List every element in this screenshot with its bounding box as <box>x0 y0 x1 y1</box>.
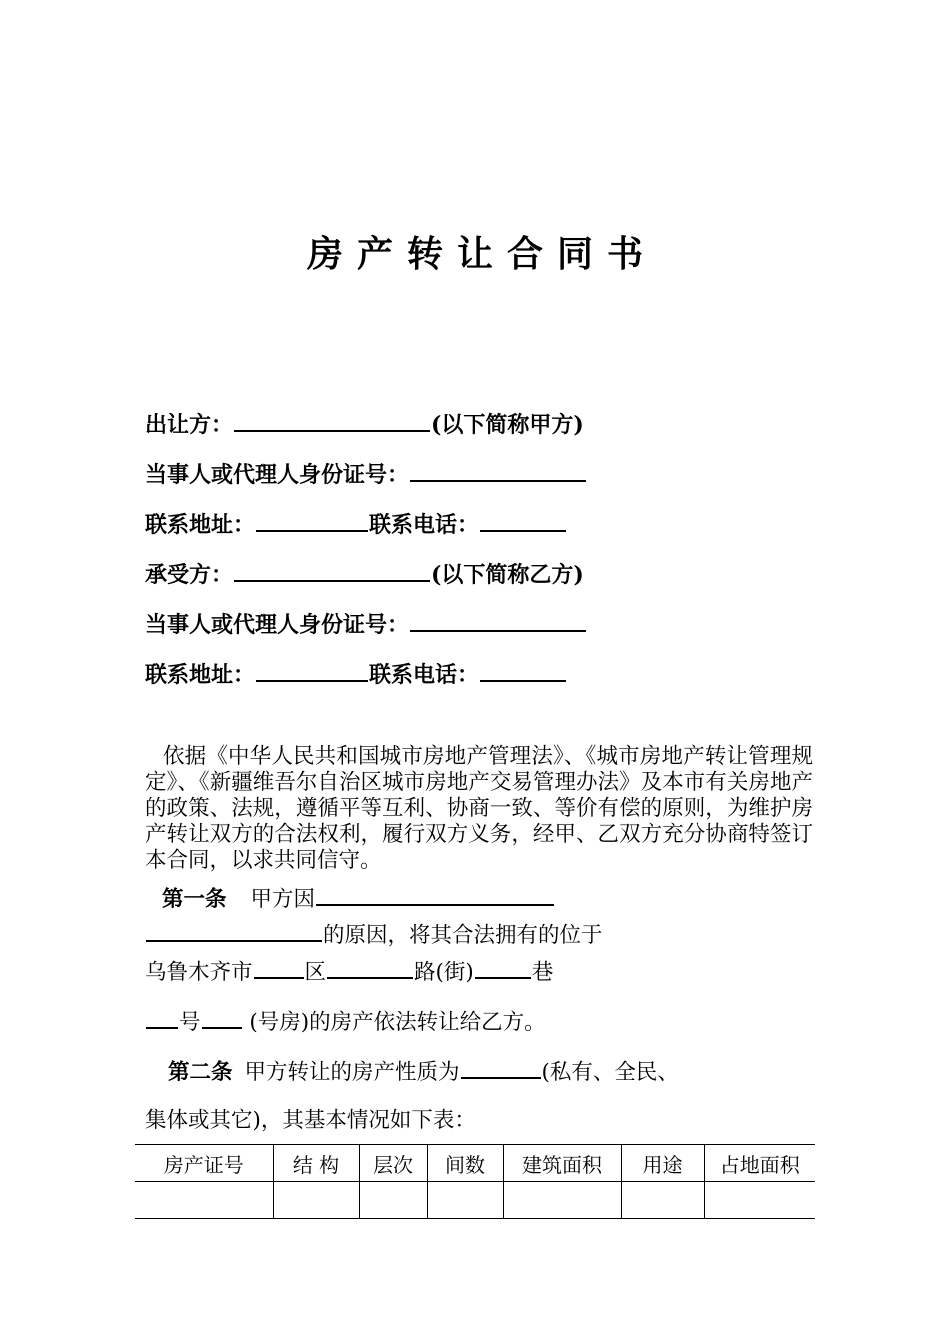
seller-phone-label: 联系电话： <box>369 512 480 538</box>
table-header: 结 构 <box>273 1145 359 1182</box>
buyer-id-line <box>145 608 587 640</box>
article2-text1: 甲方转让的房产性质为 <box>244 1060 460 1085</box>
article1-line4 <box>145 1005 546 1038</box>
article1-room: (号房)的房产依法转让给乙方。 <box>249 1010 546 1035</box>
table-header-row <box>135 1145 815 1182</box>
table-row <box>135 1182 815 1219</box>
article1-reason-blank-2[interactable] <box>146 918 322 942</box>
buyer-name-blank[interactable] <box>234 558 430 582</box>
seller-phone-blank[interactable] <box>480 508 566 532</box>
buyer-suffix: (以下简称乙方) <box>431 562 584 588</box>
buyer-contact-line <box>145 658 567 690</box>
article1-line2 <box>145 918 603 951</box>
table-header: 层次 <box>359 1145 427 1182</box>
table-cell[interactable] <box>503 1182 621 1219</box>
article1-line1 <box>162 882 555 915</box>
seller-contact-line <box>145 508 567 540</box>
buyer-label: 承受方： <box>145 562 234 588</box>
table-cell[interactable] <box>359 1182 427 1219</box>
document-title: 房产转让合同书 <box>306 233 657 275</box>
article1-city: 乌鲁木齐市 <box>145 960 253 985</box>
number-blank[interactable] <box>146 1005 178 1029</box>
seller-id-label: 当事人或代理人身份证号： <box>145 462 410 488</box>
room-blank[interactable] <box>202 1005 242 1029</box>
seller-id-line <box>145 458 587 490</box>
table-cell[interactable] <box>621 1182 704 1219</box>
seller-label: 出让方： <box>145 412 234 438</box>
property-info-table <box>135 1144 815 1219</box>
article1-reason-blank[interactable] <box>316 882 554 906</box>
seller-suffix: (以下简称甲方) <box>431 412 584 438</box>
buyer-addr-blank[interactable] <box>256 658 368 682</box>
buyer-phone-blank[interactable] <box>480 658 566 682</box>
buyer-addr-label: 联系地址： <box>145 662 256 688</box>
article1-heading: 第一条 <box>162 887 227 912</box>
table-cell[interactable] <box>273 1182 359 1219</box>
table-header: 房产证号 <box>135 1145 273 1182</box>
article1-district: 区 <box>304 960 327 985</box>
seller-addr-blank[interactable] <box>256 508 368 532</box>
table-cell[interactable] <box>704 1182 815 1219</box>
seller-name-blank[interactable] <box>234 408 430 432</box>
table-header: 建筑面积 <box>503 1145 621 1182</box>
article2-line1 <box>168 1055 679 1088</box>
table-header: 间数 <box>427 1145 503 1182</box>
buyer-phone-label: 联系电话： <box>369 662 480 688</box>
seller-line <box>145 408 584 440</box>
table-cell[interactable] <box>427 1182 503 1219</box>
article1-road: 路(街) <box>414 960 474 985</box>
intro-paragraph: 依据《中华人民共和国城市房地产管理法》、《城市房地产转让管理规定》、《新疆维吾尔自治区城市房地产交易管理办法》及本市有关房地产的政策、法规，遵循平等互利、协商一致、等价有偿的原则，为维护房产转让双方的合法权利，履行双方义务，经甲、乙双方充分协商特签订本合同，以求共同信守。 <box>145 744 813 873</box>
property-nature-blank[interactable] <box>461 1055 541 1079</box>
buyer-line <box>145 558 584 590</box>
road-blank[interactable] <box>327 955 413 979</box>
article1-text1: 甲方因 <box>250 887 316 912</box>
article1-line3 <box>145 955 553 988</box>
article1-text2: 的原因，将其合法拥有的位于 <box>323 923 603 948</box>
buyer-id-blank[interactable] <box>410 608 586 632</box>
buyer-id-label: 当事人或代理人身份证号： <box>145 612 410 638</box>
table-header: 用途 <box>621 1145 704 1182</box>
seller-id-blank[interactable] <box>410 458 586 482</box>
table-cell[interactable] <box>135 1182 273 1219</box>
table-header: 占地面积 <box>719 1152 800 1177</box>
district-blank[interactable] <box>254 955 304 979</box>
seller-addr-label: 联系地址： <box>145 512 256 538</box>
lane-blank[interactable] <box>475 955 531 979</box>
article1-lane: 巷 <box>531 960 554 985</box>
article2-line2: 集体或其它)，其基本情况如下表： <box>145 1108 476 1133</box>
article2-text2: (私有、全民、 <box>541 1060 679 1085</box>
article1-number: 号 <box>179 1010 201 1035</box>
article2-heading: 第二条 <box>168 1060 233 1085</box>
